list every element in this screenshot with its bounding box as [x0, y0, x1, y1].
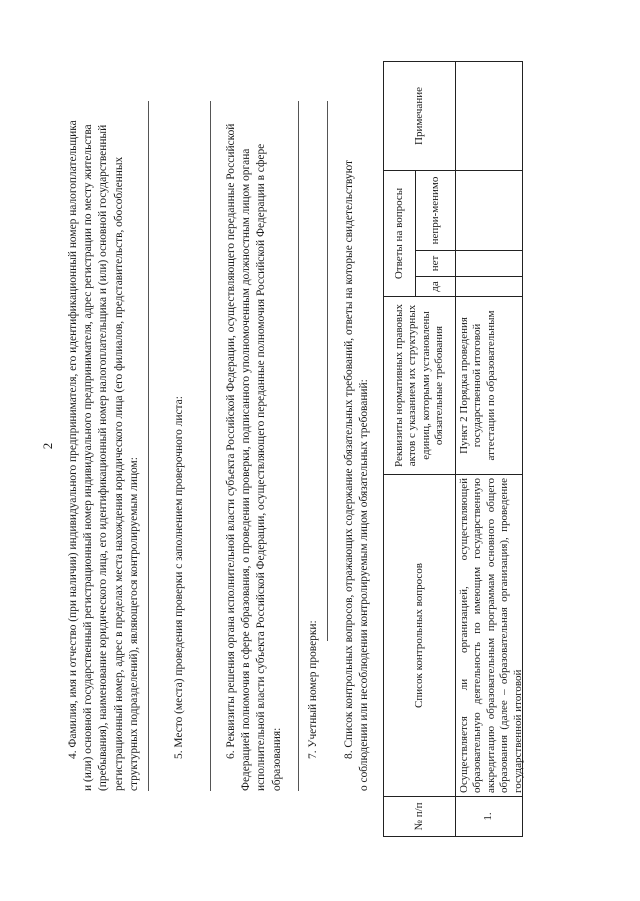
item-4-line: и (или) основной государственный регистрационный номер индивидуального предпринимателя, адрес регистрации по месту жительства	[82, 124, 95, 791]
checklist-table	[383, 61, 523, 837]
fill-line	[298, 101, 299, 791]
item-7-paragraph	[306, 101, 321, 791]
item-8-line: 8. Список контрольных вопросов, отражающих содержание обязательных требований, ответы на которые свидетельствуют	[343, 160, 355, 759]
header-not-applicable: непри-менимо	[416, 170, 456, 250]
row-num: 1.	[456, 796, 522, 836]
fill-line	[327, 101, 328, 641]
item-6-line: исполнительной власти субъекта Российской Федерации, осуществляющего переданные полномочия Российской Федерации в сфере	[255, 143, 268, 791]
item-6-line: образования:	[270, 727, 283, 791]
item-4-line: структурных подразделений), являющегося контролируемым лицом:	[127, 457, 140, 791]
row-no[interactable]	[456, 250, 522, 276]
item-5-text: 5. Место (места) проведения проверки с заполнением проверочного листа:	[173, 396, 185, 759]
fill-line	[210, 101, 211, 791]
row-yes[interactable]	[456, 276, 522, 296]
item-6-line: Федерацией полномочия в сфере образования, о проведении проверки, подписанного уполномоченным должностным лицом органа	[240, 148, 253, 791]
header-answers: Ответы на вопросы	[384, 170, 416, 296]
page-number: 2	[40, 442, 55, 450]
header-num: № п/п	[384, 796, 456, 836]
row-requisites: Пункт 2 Порядка проведения государственной итоговой аттестации по образовательным	[456, 296, 522, 474]
header-requisites: Реквизиты нормативных правовых актов с указанием их структурных единиц, которыми установлены обязательные требования	[384, 296, 456, 474]
row-note[interactable]	[456, 62, 522, 170]
item-4-line: регистрационный номер, адрес в пределах места нахождения юридического лица (его филиалов, представительств, обособленных	[112, 156, 125, 791]
item-4-paragraph	[66, 101, 142, 791]
header-note: Примечание	[384, 62, 456, 170]
item-6-paragraph	[224, 101, 285, 791]
item-8-paragraph	[342, 101, 372, 791]
item-4-line: (пребывания), наименование юридического лица, его идентификационный номер налогоплательщика и (или) основной государственный	[97, 124, 110, 791]
header-questions: Список контрольных вопросов	[384, 474, 456, 796]
header-no: нет	[416, 250, 456, 276]
header-yes: да	[416, 276, 456, 296]
item-4-line: 4. Фамилия, имя и отчество (при наличии) индивидуального предпринимателя, его идентификационный номер налогоплательщика	[67, 120, 79, 759]
item-6-line: 6. Реквизиты решения органа исполнительной власти субъекта Российской Федерации, осуществляющего переданные Российской	[225, 123, 237, 759]
item-5-paragraph	[172, 101, 187, 791]
row-not-applicable[interactable]	[456, 170, 522, 250]
row-question: Осуществляется ли организацией, осуществляющей образовательную деятельность по имеющим государственную аккредитацию образовательным программам основного общего образования (далее – образовательная организация), проведение государственной итоговой	[456, 474, 522, 796]
item-8-line: о соблюдении или несоблюдении контролируемым лицом обязательных требований:	[358, 379, 371, 791]
fill-line	[148, 101, 149, 791]
item-7-text: 7. Учетный номер проверки:	[307, 620, 319, 759]
